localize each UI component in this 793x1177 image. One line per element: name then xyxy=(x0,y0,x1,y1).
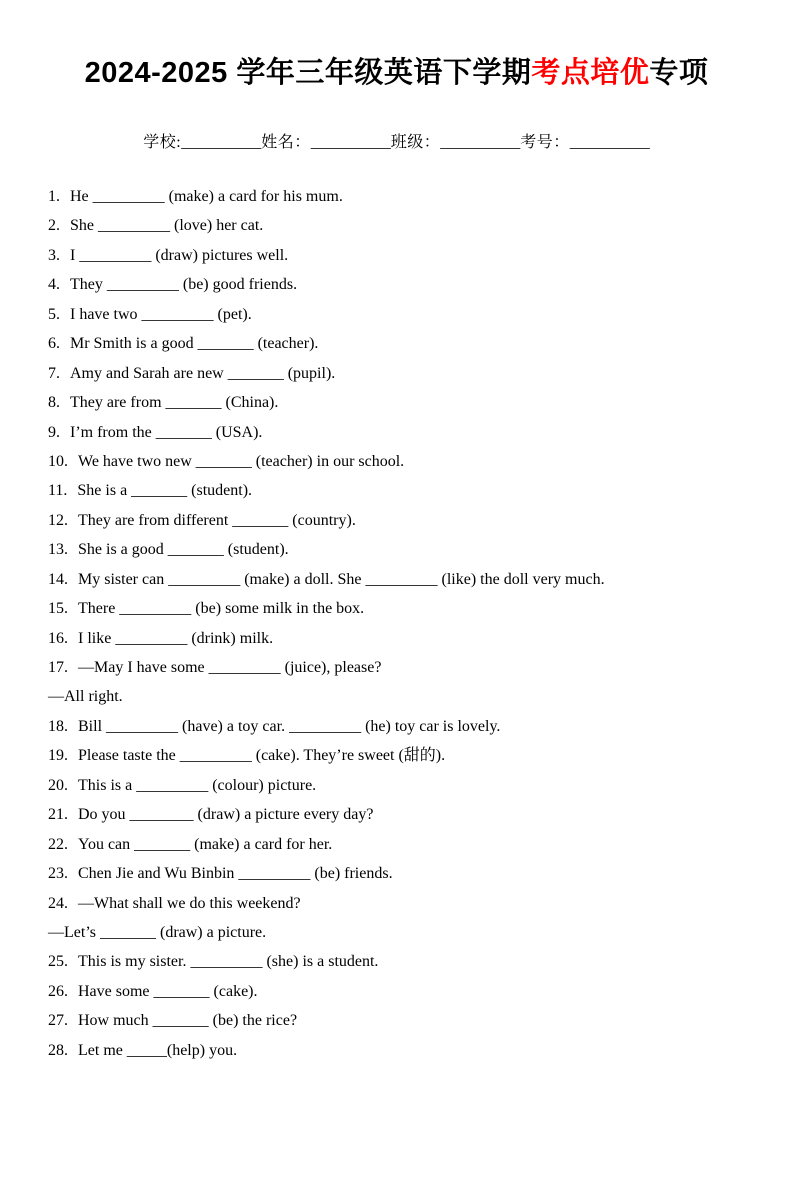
question-row xyxy=(48,1006,773,1035)
question-row xyxy=(48,270,773,299)
question-number: 18. xyxy=(48,717,68,735)
question-text: Please taste the _________ (cake). They’re sweet (甜的). xyxy=(78,747,446,765)
question-text: She is a _______ (student). xyxy=(77,482,253,500)
question-row xyxy=(48,506,773,535)
question-row xyxy=(48,741,773,770)
question-row xyxy=(48,447,773,476)
question-text: She is a good _______ (student). xyxy=(78,541,289,559)
question-number: 10. xyxy=(48,452,68,470)
question-text: You can _______ (make) a card for her. xyxy=(78,835,333,853)
question-text: Mr Smith is a good _______ (teacher). xyxy=(70,335,319,353)
question-text: Chen Jie and Wu Binbin _________ (be) friends. xyxy=(78,865,393,883)
question-row xyxy=(48,653,773,682)
question-number: 8. xyxy=(48,394,60,412)
question-number: 5. xyxy=(48,305,60,323)
question-text: There _________ (be) some milk in the box. xyxy=(78,600,365,618)
info-field-label: 考号： xyxy=(520,134,570,151)
question-row xyxy=(48,1036,773,1065)
question-text: Bill _________ (have) a toy car. _________ (he) toy car is lovely. xyxy=(78,717,501,735)
question-number: 28. xyxy=(48,1041,68,1059)
question-text: I _________ (draw) pictures well. xyxy=(70,246,289,264)
question-number: 6. xyxy=(48,335,60,353)
question-row xyxy=(48,771,773,800)
question-text: He _________ (make) a card for his mum. xyxy=(70,188,343,205)
question-row xyxy=(48,624,773,653)
question-number: 11. xyxy=(48,482,68,500)
question-number: 15. xyxy=(48,600,68,618)
info-field-label: 学校: xyxy=(143,134,182,151)
question-text: I’m from the _______ (USA). xyxy=(70,423,263,441)
question-row xyxy=(48,712,773,741)
question-text: We have two new _______ (teacher) in our school. xyxy=(78,452,405,470)
question-row xyxy=(48,300,773,329)
question-text: How much _______ (be) the rice? xyxy=(78,1012,298,1030)
question-text: Do you ________ (draw) a picture every day? xyxy=(78,806,374,824)
info-field-blank: __________ xyxy=(440,134,521,151)
question-row xyxy=(48,388,773,417)
question-number: 4. xyxy=(48,276,60,294)
question-row xyxy=(48,418,773,447)
question-row xyxy=(48,859,773,888)
title-suffix: 专项 xyxy=(649,57,709,89)
page-title xyxy=(10,55,783,92)
question-number: 23. xyxy=(48,865,68,883)
question-list xyxy=(48,182,773,1065)
question-text: My sister can _________ (make) a doll. She _________ (like) the doll very much. xyxy=(78,570,605,588)
question-number: 9. xyxy=(48,423,60,441)
question-number: 24. xyxy=(48,894,68,912)
info-field-label: 姓名： xyxy=(261,134,311,151)
question-row xyxy=(48,977,773,1006)
question-number: 7. xyxy=(48,364,60,382)
question-number: 19. xyxy=(48,747,68,765)
question-number: 13. xyxy=(48,541,68,559)
question-row xyxy=(48,182,773,211)
question-row xyxy=(48,211,773,240)
info-field-blank: __________ xyxy=(181,134,262,151)
question-number: 22. xyxy=(48,835,68,853)
question-row xyxy=(48,889,773,918)
question-row xyxy=(48,329,773,358)
question-row xyxy=(48,800,773,829)
continuation-row xyxy=(48,918,773,947)
question-row xyxy=(48,359,773,388)
question-text: —What shall we do this weekend? xyxy=(78,894,301,912)
question-text: Amy and Sarah are new _______ (pupil). xyxy=(70,364,336,382)
question-number: 27. xyxy=(48,1012,68,1030)
document-page xyxy=(0,55,793,1177)
question-number: 14. xyxy=(48,570,68,588)
question-text: —May I have some _________ (juice), please? xyxy=(78,659,382,676)
question-text: They are from _______ (China). xyxy=(70,394,279,412)
question-row xyxy=(48,476,773,505)
question-text: —All right. xyxy=(48,688,123,706)
continuation-row xyxy=(48,682,773,711)
question-number: 26. xyxy=(48,982,68,1000)
question-row xyxy=(48,241,773,270)
question-text: I have two _________ (pet). xyxy=(70,305,252,323)
question-number: 17. xyxy=(48,659,68,676)
info-field-blank: __________ xyxy=(569,134,650,151)
question-text: They are from different _______ (country). xyxy=(78,511,356,529)
question-number: 2. xyxy=(48,217,60,235)
question-row xyxy=(48,830,773,859)
question-number: 3. xyxy=(48,246,60,264)
question-text: I like _________ (drink) milk. xyxy=(78,629,274,647)
info-field-blank: __________ xyxy=(310,134,391,151)
question-number: 20. xyxy=(48,776,68,794)
question-row xyxy=(48,535,773,564)
question-text: Let me _____(help) you. xyxy=(78,1041,238,1059)
question-row xyxy=(48,594,773,623)
question-text: She _________ (love) her cat. xyxy=(70,217,264,235)
question-row xyxy=(48,565,773,594)
question-text: This is my sister. _________ (she) is a student. xyxy=(78,953,379,971)
question-number: 1. xyxy=(48,188,60,205)
question-row xyxy=(48,947,773,976)
question-number: 16. xyxy=(48,629,68,647)
title-highlight: 考点培优 xyxy=(531,57,650,89)
question-text: —Let’s _______ (draw) a picture. xyxy=(48,923,267,941)
question-number: 21. xyxy=(48,806,68,824)
question-text: Have some _______ (cake). xyxy=(78,982,258,1000)
info-line xyxy=(0,133,793,153)
question-text: They _________ (be) good friends. xyxy=(70,276,298,294)
title-prefix: 2024-2025 学年三年级英语下学期 xyxy=(84,57,532,89)
question-text: This is a _________ (colour) picture. xyxy=(78,776,317,794)
info-field-label: 班级： xyxy=(390,134,441,151)
question-number: 12. xyxy=(48,511,68,529)
question-number: 25. xyxy=(48,953,68,971)
